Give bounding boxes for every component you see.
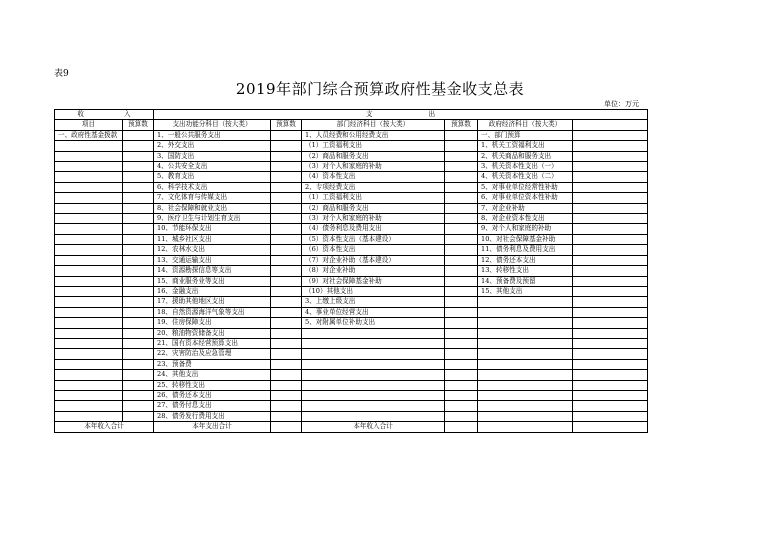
row-function-subject: 21、国有资本经营预算支出 [154, 338, 271, 348]
budget-table [54, 109, 648, 433]
row-budget-4 [573, 370, 648, 380]
table-row [55, 328, 648, 338]
row-budget-3 [445, 214, 478, 224]
row-budget-4 [573, 318, 648, 328]
row-budget-3 [445, 328, 478, 338]
row-dept-economic: （2）商品和服务支出 [302, 151, 445, 161]
col-budget-4 [573, 120, 648, 130]
row-budget-1 [123, 338, 154, 348]
row-function-subject: 7、文化体育与传媒支出 [154, 193, 271, 203]
row-gov-economic: 9、对个人和家庭的补助 [478, 224, 573, 234]
row-budget-1 [123, 255, 154, 265]
row-gov-economic [478, 349, 573, 359]
row-gov-economic [478, 338, 573, 348]
row-gov-economic [478, 307, 573, 317]
row-budget-2 [271, 224, 302, 234]
row-budget-4 [573, 411, 648, 421]
table-row [55, 286, 648, 296]
row-item [55, 286, 123, 296]
table-row [55, 318, 648, 328]
row-item [55, 224, 123, 234]
row-gov-economic: 15、其他支出 [478, 286, 573, 296]
row-dept-economic: （1）工资福利支出 [302, 193, 445, 203]
row-budget-3 [445, 297, 478, 307]
row-budget-4 [573, 193, 648, 203]
row-gov-economic: 12、债务还本支出 [478, 255, 573, 265]
row-budget-1 [123, 380, 154, 390]
row-function-subject: 10、节能环保支出 [154, 224, 271, 234]
table-row [55, 266, 648, 276]
row-budget-1 [123, 318, 154, 328]
table-row [55, 255, 648, 265]
row-budget-3 [445, 390, 478, 400]
row-budget-1 [123, 214, 154, 224]
row-budget-4 [573, 141, 648, 151]
row-function-subject: 23、预备费 [154, 359, 271, 369]
row-budget-4 [573, 349, 648, 359]
row-budget-4 [573, 307, 648, 317]
row-budget-4 [573, 214, 648, 224]
row-item [55, 245, 123, 255]
row-budget-1 [123, 203, 154, 213]
row-function-subject: 20、粮油物资储备支出 [154, 328, 271, 338]
row-dept-economic: （7）对企业补助（基本建设） [302, 255, 445, 265]
row-budget-4 [573, 328, 648, 338]
unit-label: 单位：万元 [604, 100, 639, 108]
table-row [55, 224, 648, 234]
row-budget-2 [271, 151, 302, 161]
row-budget-3 [445, 203, 478, 213]
row-function-subject: 17、援助其他地区支出 [154, 297, 271, 307]
row-budget-3 [445, 401, 478, 411]
row-function-subject: 24、其他支出 [154, 370, 271, 380]
row-dept-economic: 2、专项经费支出 [302, 182, 445, 192]
row-budget-1 [123, 370, 154, 380]
row-budget-2 [271, 328, 302, 338]
row-budget-1 [123, 266, 154, 276]
row-budget-3 [445, 349, 478, 359]
table-row [55, 203, 648, 213]
row-budget-4 [573, 182, 648, 192]
row-budget-2 [271, 370, 302, 380]
row-budget-2 [271, 141, 302, 151]
total-value-4 [478, 422, 573, 432]
row-item [55, 338, 123, 348]
row-item [55, 162, 123, 172]
row-item [55, 328, 123, 338]
row-budget-4 [573, 130, 648, 140]
page-title: 2019年部门综合预算政府性基金收支总表 [235, 80, 525, 98]
row-budget-2 [271, 245, 302, 255]
expense-total-value [271, 422, 302, 432]
row-budget-3 [445, 411, 478, 421]
row-budget-2 [271, 255, 302, 265]
row-budget-1 [123, 245, 154, 255]
header-row-2 [55, 120, 648, 130]
row-budget-2 [271, 401, 302, 411]
row-budget-3 [445, 172, 478, 182]
table-row [55, 380, 648, 390]
row-item [55, 172, 123, 182]
row-budget-2 [271, 297, 302, 307]
row-gov-economic [478, 328, 573, 338]
row-function-subject: 8、社会保障和就业支出 [154, 203, 271, 213]
col-dept-economic: 部门经济科目（按大类） [302, 120, 445, 130]
row-budget-3 [445, 276, 478, 286]
expense-header-char1: 支 [365, 110, 373, 118]
row-gov-economic: 2、机关商品和服务支出 [478, 151, 573, 161]
row-budget-3 [445, 193, 478, 203]
row-gov-economic [478, 370, 573, 380]
expense-total-label: 本年支出合计 [154, 422, 271, 432]
row-dept-economic [302, 349, 445, 359]
row-budget-4 [573, 172, 648, 182]
row-item [55, 141, 123, 151]
row-budget-2 [271, 286, 302, 296]
row-budget-2 [271, 318, 302, 328]
row-budget-2 [271, 203, 302, 213]
row-dept-economic: 1、人员经费和公用经费支出 [302, 130, 445, 140]
row-budget-4 [573, 203, 648, 213]
row-dept-economic [302, 370, 445, 380]
row-budget-4 [573, 297, 648, 307]
row-item [55, 349, 123, 359]
row-function-subject: 13、交通运输支出 [154, 255, 271, 265]
row-budget-2 [271, 359, 302, 369]
row-budget-4 [573, 234, 648, 244]
row-budget-2 [271, 307, 302, 317]
row-dept-economic: （5）资本性支出（基本建设） [302, 234, 445, 244]
row-function-subject: 11、城乡社区支出 [154, 234, 271, 244]
row-function-subject: 26、债务还本支出 [154, 390, 271, 400]
row-item [55, 411, 123, 421]
row-item [55, 307, 123, 317]
income-header [55, 110, 154, 120]
row-budget-2 [271, 276, 302, 286]
row-gov-economic: 7、对企业补助 [478, 203, 573, 213]
row-budget-1 [123, 162, 154, 172]
row-item [55, 318, 123, 328]
table-number: 表9 [54, 69, 69, 79]
table-row [55, 182, 648, 192]
row-gov-economic [478, 380, 573, 390]
row-dept-economic: （2）商品和服务支出 [302, 203, 445, 213]
total-value-5 [573, 422, 648, 432]
table-row [55, 234, 648, 244]
row-budget-4 [573, 151, 648, 161]
row-function-subject: 6、科学技术支出 [154, 182, 271, 192]
row-dept-economic: （8）对企业补助 [302, 266, 445, 276]
expense-header [154, 110, 648, 120]
income-header-char1: 收 [77, 110, 84, 118]
row-gov-economic: 10、对社会保障基金补助 [478, 234, 573, 244]
row-budget-1 [123, 297, 154, 307]
col-item: 项目 [55, 120, 123, 130]
row-gov-economic: 8、对企业资本性支出 [478, 214, 573, 224]
row-budget-2 [271, 182, 302, 192]
row-function-subject: 16、金融支出 [154, 286, 271, 296]
row-budget-2 [271, 266, 302, 276]
col-function-subject: 支出功能分科目（按大类） [154, 120, 271, 130]
row-dept-economic [302, 390, 445, 400]
col-budget-3: 预算数 [445, 120, 478, 130]
row-dept-economic [302, 380, 445, 390]
row-item [55, 390, 123, 400]
row-dept-economic: （10）其他支出 [302, 286, 445, 296]
table-row [55, 193, 648, 203]
row-gov-economic [478, 318, 573, 328]
row-item [55, 203, 123, 213]
row-dept-economic: （4）资本性支出 [302, 172, 445, 182]
income-header-char2: 入 [124, 110, 131, 118]
row-function-subject: 3、国防支出 [154, 151, 271, 161]
footer-row [55, 422, 648, 432]
row-budget-4 [573, 286, 648, 296]
table-row [55, 172, 648, 182]
row-budget-3 [445, 130, 478, 140]
col-budget-1: 预算数 [123, 120, 154, 130]
row-gov-economic [478, 390, 573, 400]
row-budget-1 [123, 307, 154, 317]
table-row [55, 276, 648, 286]
row-dept-economic [302, 411, 445, 421]
row-budget-2 [271, 234, 302, 244]
row-dept-economic: 4、事业单位经营支出 [302, 307, 445, 317]
row-function-subject: 2、外交支出 [154, 141, 271, 151]
table-row [55, 338, 648, 348]
row-dept-economic [302, 338, 445, 348]
table-row [55, 401, 648, 411]
row-budget-1 [123, 193, 154, 203]
row-function-subject: 18、自然资源海洋气象等支出 [154, 307, 271, 317]
row-budget-3 [445, 162, 478, 172]
row-function-subject: 9、医疗卫生与计划生育支出 [154, 214, 271, 224]
row-budget-2 [271, 214, 302, 224]
row-gov-economic [478, 297, 573, 307]
row-gov-economic: 6、对事业单位资本性补助 [478, 193, 573, 203]
row-budget-4 [573, 162, 648, 172]
col-budget-2: 预算数 [271, 120, 302, 130]
row-budget-4 [573, 380, 648, 390]
row-budget-3 [445, 380, 478, 390]
row-function-subject: 1、一般公共服务支出 [154, 130, 271, 140]
row-budget-1 [123, 359, 154, 369]
row-budget-2 [271, 390, 302, 400]
row-item [55, 255, 123, 265]
row-budget-3 [445, 318, 478, 328]
row-budget-3 [445, 182, 478, 192]
table-row [55, 151, 648, 161]
row-budget-4 [573, 359, 648, 369]
row-dept-economic: （4）债务利息及费用支出 [302, 224, 445, 234]
row-gov-economic: 4、机关资本性支出（二） [478, 172, 573, 182]
row-budget-2 [271, 411, 302, 421]
row-function-subject: 12、农林水支出 [154, 245, 271, 255]
row-budget-1 [123, 276, 154, 286]
row-item [55, 276, 123, 286]
table-row [55, 411, 648, 421]
col-gov-economic: 政府经济科目（按大类） [478, 120, 573, 130]
row-budget-3 [445, 359, 478, 369]
row-dept-economic: （3）对个人和家庭的补助 [302, 214, 445, 224]
row-function-subject: 22、灾害防治及应急管理 [154, 349, 271, 359]
row-budget-1 [123, 141, 154, 151]
row-item [55, 401, 123, 411]
row-function-subject: 19、住房保障支出 [154, 318, 271, 328]
expense-header-char2: 出 [428, 110, 436, 118]
row-budget-3 [445, 224, 478, 234]
table-row [55, 130, 648, 140]
row-item [55, 266, 123, 276]
row-gov-economic: 14、预备费及预留 [478, 276, 573, 286]
row-item [55, 214, 123, 224]
row-item [55, 297, 123, 307]
row-budget-1 [123, 172, 154, 182]
row-budget-1 [123, 328, 154, 338]
table-row [55, 307, 648, 317]
row-budget-2 [271, 162, 302, 172]
row-gov-economic [478, 401, 573, 411]
row-budget-3 [445, 255, 478, 265]
row-dept-economic: （1）工资福利支出 [302, 141, 445, 151]
row-dept-economic: 3、上缴上级支出 [302, 297, 445, 307]
header-row-1 [55, 110, 648, 120]
row-function-subject: 5、教育支出 [154, 172, 271, 182]
row-item [55, 234, 123, 244]
row-gov-economic: 5、对事业单位经常性补助 [478, 182, 573, 192]
row-item [55, 359, 123, 369]
row-budget-2 [271, 338, 302, 348]
table-row [55, 245, 648, 255]
row-budget-1 [123, 151, 154, 161]
table-row [55, 141, 648, 151]
row-budget-1 [123, 411, 154, 421]
row-budget-3 [445, 266, 478, 276]
row-budget-3 [445, 234, 478, 244]
row-function-subject: 14、资源勘探信息等支出 [154, 266, 271, 276]
table-row [55, 349, 648, 359]
row-item [55, 380, 123, 390]
row-dept-economic: （6）资本性支出 [302, 245, 445, 255]
row-gov-economic: 11、债务利息及费用支出 [478, 245, 573, 255]
row-function-subject: 27、债务付息支出 [154, 401, 271, 411]
row-budget-3 [445, 245, 478, 255]
row-gov-economic: 3、机关资本性支出（一） [478, 162, 573, 172]
row-function-subject: 4、公共安全支出 [154, 162, 271, 172]
row-budget-3 [445, 151, 478, 161]
table-row [55, 370, 648, 380]
row-budget-1 [123, 349, 154, 359]
row-item [55, 182, 123, 192]
row-budget-1 [123, 224, 154, 234]
row-budget-4 [573, 401, 648, 411]
row-gov-economic [478, 359, 573, 369]
row-dept-economic: 5、对附属单位补助支出 [302, 318, 445, 328]
row-budget-3 [445, 370, 478, 380]
row-budget-1 [123, 401, 154, 411]
table-row [55, 297, 648, 307]
row-budget-1 [123, 390, 154, 400]
row-budget-4 [573, 245, 648, 255]
row-budget-2 [271, 193, 302, 203]
table-row [55, 359, 648, 369]
table-row [55, 390, 648, 400]
row-function-subject: 28、债务发行费用支出 [154, 411, 271, 421]
row-budget-2 [271, 130, 302, 140]
row-budget-2 [271, 349, 302, 359]
row-dept-economic: （9）对社会保障基金补助 [302, 276, 445, 286]
row-budget-1 [123, 286, 154, 296]
row-budget-4 [573, 255, 648, 265]
row-item: 一、政府性基金拨款 [55, 130, 123, 140]
row-budget-1 [123, 130, 154, 140]
row-budget-4 [573, 338, 648, 348]
row-dept-economic [302, 401, 445, 411]
table-body [55, 130, 648, 421]
row-budget-1 [123, 234, 154, 244]
row-item [55, 193, 123, 203]
row-dept-economic [302, 359, 445, 369]
table-row [55, 162, 648, 172]
row-budget-1 [123, 182, 154, 192]
row-budget-4 [573, 266, 648, 276]
row-gov-economic: 一、部门预算 [478, 130, 573, 140]
row-gov-economic: 1、机关工资福利支出 [478, 141, 573, 151]
income-total-label-2: 本年收入合计 [302, 422, 445, 432]
total-value-3 [445, 422, 478, 432]
row-dept-economic [302, 328, 445, 338]
row-budget-2 [271, 380, 302, 390]
row-gov-economic: 13、转移性支出 [478, 266, 573, 276]
row-item [55, 151, 123, 161]
row-item [55, 370, 123, 380]
row-budget-2 [271, 172, 302, 182]
row-budget-4 [573, 390, 648, 400]
row-budget-3 [445, 286, 478, 296]
row-gov-economic [478, 411, 573, 421]
row-budget-4 [573, 224, 648, 234]
row-budget-3 [445, 338, 478, 348]
row-dept-economic: （3）对个人和家庭的补助 [302, 162, 445, 172]
row-budget-4 [573, 276, 648, 286]
row-budget-3 [445, 141, 478, 151]
row-function-subject: 15、商业服务业等支出 [154, 276, 271, 286]
income-total-label: 本年收入合计 [55, 422, 154, 432]
row-budget-3 [445, 307, 478, 317]
table-row [55, 214, 648, 224]
row-function-subject: 25、转移性支出 [154, 380, 271, 390]
